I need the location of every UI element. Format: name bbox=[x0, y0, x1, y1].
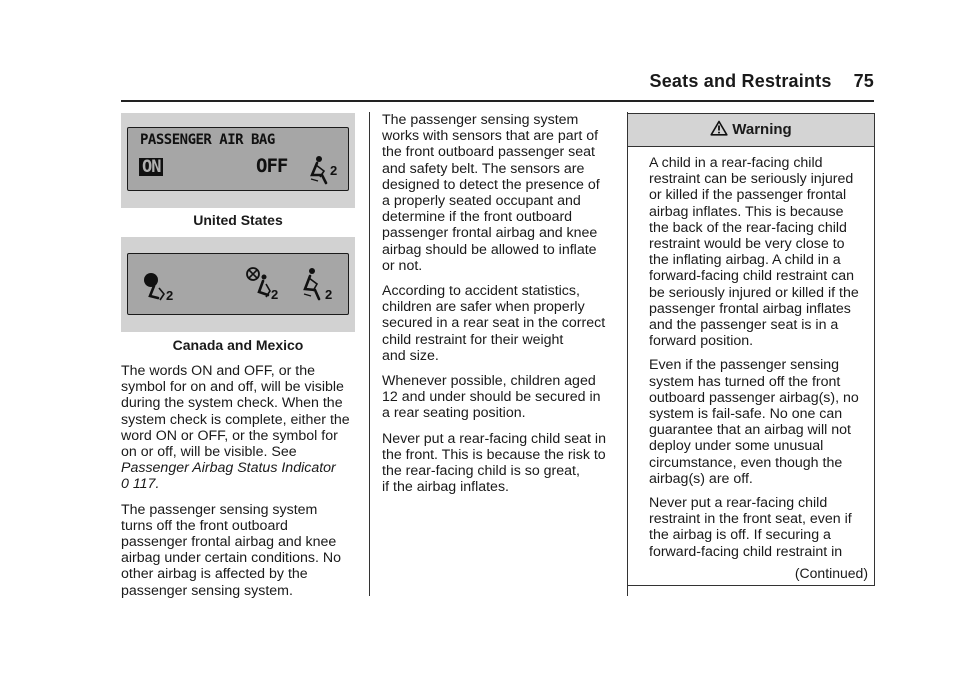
warning-triangle-icon bbox=[710, 120, 728, 136]
off-indicator: OFF bbox=[256, 155, 288, 177]
continued-label: (Continued) bbox=[794, 564, 868, 581]
header-title bbox=[650, 71, 875, 92]
paragraph-sensing-turns-off: The passenger sensing system turns off the front outboard passenger frontal airbag and knee airbag under certain conditions. No other airbag is affected by the passenger sensing system. bbox=[121, 501, 342, 599]
lcd-title: PASSENGER AIR BAG bbox=[140, 132, 275, 148]
warning-body bbox=[628, 147, 874, 560]
seat-number: 2 bbox=[271, 287, 279, 302]
figure-us-indicator bbox=[121, 113, 355, 208]
figure-canada-indicator bbox=[121, 237, 355, 332]
airbag-off-icon bbox=[244, 264, 284, 304]
warning-header bbox=[628, 114, 874, 147]
column-divider bbox=[369, 112, 370, 596]
figure-caption-us: United States bbox=[193, 212, 283, 228]
paragraph-never-rear-facing: Never put a rear-facing child seat in the front. This is because the risk to the rear-facing child is so great, if the airbag inflates. bbox=[382, 430, 606, 496]
paragraph-status-words: The words ON and OFF, or the symbol for on and off, will be visible during the system check. When the system check is complete, either the word ON or OFF, or the symbol for on or off, will be visible. See Passenger Airbag Status Indicator 0 117. bbox=[121, 363, 350, 493]
column-2-body bbox=[382, 112, 618, 504]
seat-number: 2 bbox=[325, 287, 333, 302]
lcd-display-us bbox=[127, 127, 349, 191]
warning-box bbox=[627, 113, 875, 586]
column-1-body bbox=[121, 363, 361, 608]
passenger-seat-icon bbox=[308, 155, 344, 185]
passenger-seat-icon bbox=[300, 266, 340, 304]
paragraph-sensors: The passenger sensing system works with sensors that are part of the front outboard passenger seat and safety belt. The sensors are designed to detect the presence of a properly seated occupant and determine if the front outboard passenger frontal airbag and knee airbag should be allowed to inflate or not. bbox=[382, 112, 600, 274]
section-title: Seats and Restraints bbox=[649, 71, 832, 91]
page-reference[interactable]: 0 117. bbox=[121, 476, 160, 493]
paragraph-children-aged: Whenever possible, children aged 12 and under should be secured in a rear seating position. bbox=[382, 373, 601, 422]
airbag-on-icon bbox=[142, 268, 180, 304]
warning-title: Warning bbox=[732, 121, 792, 138]
warning-paragraph-3: Never put a rear-facing child restraint in the front seat, even if the airbag is off. If securing a forward-facing child restraint in bbox=[649, 495, 852, 560]
seat-number: 2 bbox=[330, 163, 338, 178]
page-number: 75 bbox=[853, 71, 874, 91]
seat-number: 2 bbox=[166, 288, 174, 303]
paragraph-statistics: According to accident statistics, children are safer when properly secured in a rear seat in the correct child restraint for their weight and size. bbox=[382, 283, 606, 364]
figure-caption-canada: Canada and Mexico bbox=[172, 337, 304, 353]
warning-paragraph-1: A child in a rear-facing child restraint can be seriously injured or killed if the passenger frontal airbag inflates. This is because the back of the rear-facing child restraint would be very close to the inflating airbag. A child in a forward-facing child restraint can be seriously injured or killed if the passenger frontal airbag inflates and the passenger seat is in a forward position. bbox=[649, 155, 859, 350]
page-header bbox=[121, 60, 874, 102]
warning-paragraph-2: Even if the passenger sensing system has turned off the front outboard passenger airbag(s), no system is fail-safe. No one can guarantee that an airbag will not deploy under some unusual circumstance, even though the airbag(s) are off. bbox=[649, 357, 859, 487]
on-indicator: ON bbox=[139, 158, 163, 176]
lcd-display-canada bbox=[127, 253, 349, 315]
cross-reference-link[interactable]: Passenger Airbag Status Indicator bbox=[121, 460, 336, 477]
